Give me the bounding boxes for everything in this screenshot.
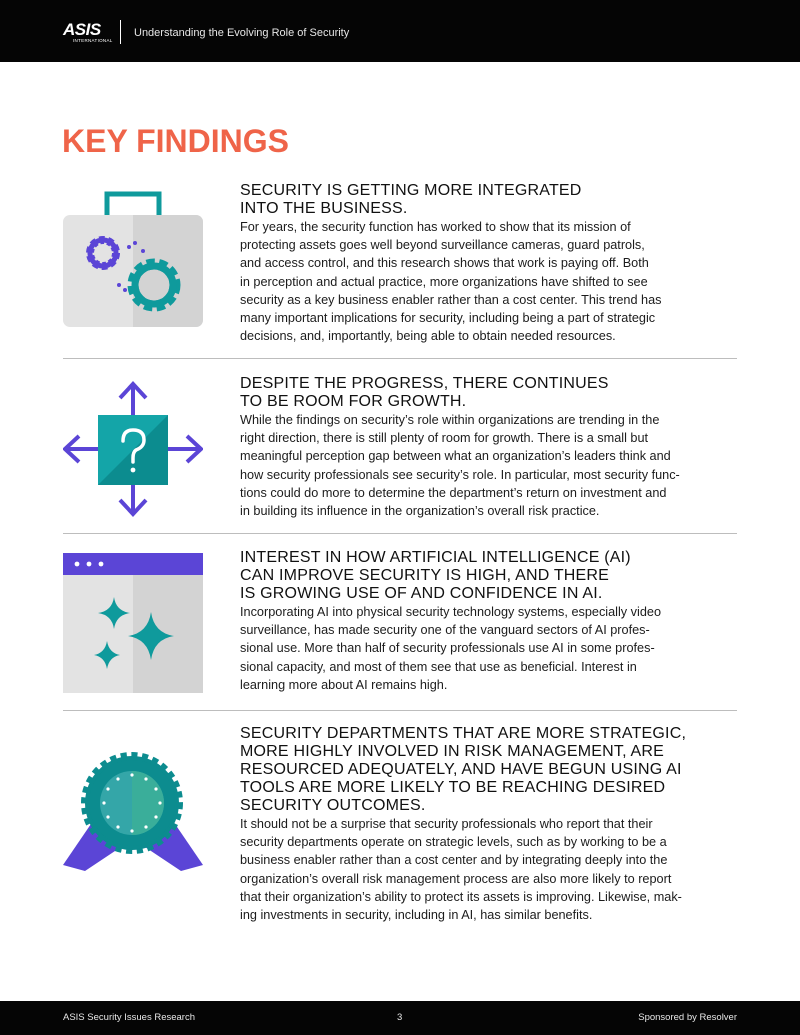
finding-3-text (240, 549, 740, 694)
finding-1-text (240, 182, 740, 345)
finding-title: SECURITY DEPARTMENTS THAT ARE MORE STRATEGIC, MORE HIGHLY INVOLVED IN RISK MANAGEMENT, ARE RESOURCED ADEQUATELY, AND HAVE BEGUN USING AI TOOLS ARE MORE LIKELY TO BE REACHING DESIRED SECURITY OUTCOMES. (240, 725, 687, 814)
section-divider (63, 358, 737, 359)
finding-title: INTEREST IN HOW ARTIFICIAL INTELLIGENCE (AI) CAN IMPROVE SECURITY IS HIGH, AND THERE IS GROWING USE OF AND CONFIDENCE IN AI. (240, 549, 631, 602)
page-heading: KEY FINDINGS (62, 123, 289, 159)
finding-2-text (240, 375, 740, 520)
finding-body: While the findings on security’s role within organizations are trending in the right direction, there is still plenty of room for growth. There is a small but meaningful perception gap between what an organization’s leaders think and how security professionals see security’s role. In particular, most security func- tions could do more to determine the department’s return on investment and in building its influence in the organization’s overall risk practice. (240, 413, 680, 519)
header-divider (120, 20, 121, 44)
section-divider (63, 710, 737, 711)
logo-text: ASIS (63, 20, 101, 39)
document-title: Understanding the Evolving Role of Security (134, 27, 350, 39)
footer-sponsor: Sponsored by Resolver (638, 1012, 737, 1023)
finding-title: DESPITE THE PROGRESS, THERE CONTINUES TO BE ROOM FOR GROWTH. (240, 375, 609, 410)
finding-body: It should not be a surprise that security professionals who report that their security departments operate on strategic levels, such as by working to be a business enabler rather than a cost center and by integrating deeply into the organization’s overall risk management process are also more likely to report that their organization’s ability to protect its assets is improving. Likewise, mak- ing investments in security, including in AI, has similar benefits. (240, 817, 682, 923)
finding-4-text (240, 725, 740, 924)
finding-title: SECURITY IS GETTING MORE INTEGRATED INTO THE BUSINESS. (240, 182, 582, 217)
ai-sparkle-window-icon (63, 553, 203, 698)
header-bar (0, 0, 800, 62)
question-arrows-icon (63, 378, 203, 525)
footer-bar (0, 1001, 800, 1035)
finding-body: For years, the security function has worked to show that its mission of protecting assets goes well beyond surveillance cameras, guard patrols, and access control, and this research shows that work is paying off. Both in perception and actual practice, more organizations have shifted to see security as a key business enabler rather than a cost center. This trend has many important implications for security, including being a part of strategic decisions, and, importantly, being able to obtain needed resources. (240, 220, 662, 344)
briefcase-gears-icon (63, 187, 203, 337)
page-number: 3 (397, 1012, 403, 1023)
award-ribbon-icon (63, 747, 203, 882)
logo-subtext: INTERNATIONAL (73, 38, 113, 43)
footer-publication: ASIS Security Issues Research (63, 1012, 195, 1023)
asis-logo (63, 21, 113, 47)
finding-body: Incorporating AI into physical security technology systems, especially video surveillance, has made security one of the vanguard sectors of AI profes- sional use. More than half of security professionals use AI in some profes- sional capacity, and most of them see that use as beneficial. Interest in learning more about AI remains high. (240, 605, 662, 692)
section-divider (63, 533, 737, 534)
